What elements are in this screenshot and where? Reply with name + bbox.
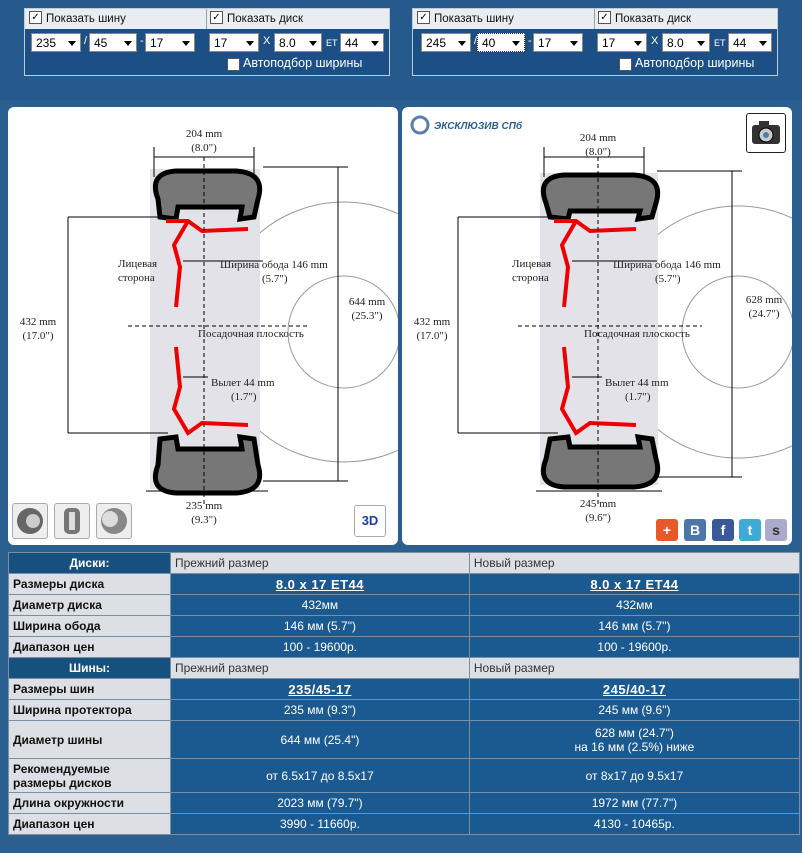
row-label: Диапазон цен bbox=[9, 814, 171, 835]
tire-width-value: 235 bbox=[36, 36, 57, 50]
rim-diam-text: 432 mm bbox=[413, 316, 451, 328]
show-tire-toggle-wrap bbox=[413, 9, 595, 29]
tire-tread-bottom bbox=[543, 437, 657, 487]
tire-width-text: 235 mm bbox=[185, 500, 223, 512]
tire-diameter-select[interactable] bbox=[533, 33, 583, 52]
chevron-down-icon bbox=[512, 41, 520, 46]
new-value: 245 мм (9.6") bbox=[469, 700, 799, 721]
left-size-config bbox=[24, 8, 390, 76]
diameter-diff-note: на 16 мм (2.5%) ниже bbox=[574, 739, 695, 754]
auto-width-checkbox[interactable] bbox=[619, 58, 632, 71]
brand-text: ЭКСКЛЮЗИВ СПб bbox=[434, 121, 523, 132]
plus-icon: + bbox=[662, 522, 672, 538]
old-value: от 6.5x17 до 8.5x17 bbox=[171, 759, 470, 793]
show-disk-toggle-wrap bbox=[594, 9, 776, 29]
tire-profile-select[interactable] bbox=[477, 33, 525, 52]
table-row bbox=[9, 679, 800, 700]
rim-width-in-text: (5.7") bbox=[262, 273, 288, 285]
disk-diameter-value: 17 bbox=[602, 36, 616, 50]
tire-view-icon bbox=[13, 504, 47, 538]
disk-et-value: 44 bbox=[345, 36, 359, 50]
new-size-header: Новый размер bbox=[469, 553, 799, 574]
chevron-down-icon bbox=[68, 41, 76, 46]
row-label: Размеры шин bbox=[9, 679, 171, 700]
show-tire-checkbox[interactable]: ✓ bbox=[29, 11, 42, 24]
rim-diam-in-text: (17.0") bbox=[416, 330, 448, 342]
disks-section-header: Диски: bbox=[9, 553, 171, 574]
row-label: Длина окружности bbox=[9, 793, 171, 814]
chevron-down-icon bbox=[124, 41, 132, 46]
link-icon: s bbox=[772, 522, 780, 538]
old-value: 3990 - 11660р. bbox=[171, 814, 470, 835]
chevron-down-icon bbox=[246, 41, 254, 46]
3d-icon: 3D bbox=[361, 513, 379, 528]
old-disk-size-link[interactable]: 8.0 x 17 ET44 bbox=[275, 576, 365, 592]
tire-diameter-value: 17 bbox=[538, 36, 552, 50]
chevron-down-icon bbox=[697, 41, 705, 46]
tire-width-in-text: (9.6") bbox=[585, 512, 611, 524]
tire-diam-in-text: (25.3") bbox=[351, 310, 383, 322]
row-label: Размеры диска bbox=[9, 574, 171, 595]
tire-width-value: 245 bbox=[426, 36, 447, 50]
twitter-icon: t bbox=[747, 522, 753, 538]
offset-in-text: (1.7") bbox=[625, 391, 651, 403]
new-value bbox=[469, 679, 799, 700]
chevron-down-icon bbox=[570, 41, 578, 46]
tire-diam-text: 628 mm bbox=[745, 294, 783, 306]
disk-diameter-select[interactable] bbox=[597, 33, 647, 52]
share-twitter-button[interactable] bbox=[739, 519, 761, 541]
row-label: Ширина обода bbox=[9, 616, 171, 637]
rim-diam-text: 432 mm bbox=[19, 316, 57, 328]
tire-tread-top bbox=[543, 175, 657, 219]
rim-width-in-text: (5.7") bbox=[655, 273, 681, 285]
new-tire-size-link[interactable]: 245/40-17 bbox=[602, 681, 666, 697]
share-facebook-button[interactable] bbox=[712, 519, 734, 541]
config-header bbox=[413, 9, 777, 29]
rim-diam-in-text: (17.0") bbox=[22, 330, 54, 342]
chevron-down-icon bbox=[182, 41, 190, 46]
auto-width-checkbox[interactable] bbox=[227, 58, 240, 71]
auto-width-label: Автоподбор ширины bbox=[243, 56, 363, 70]
old-size-header: Прежний размер bbox=[171, 553, 470, 574]
chevron-down-icon bbox=[458, 41, 466, 46]
row-label: Рекомендуемые размеры дисков bbox=[9, 759, 171, 793]
screenshot-button[interactable] bbox=[746, 113, 786, 153]
new-disk-size-link[interactable]: 8.0 x 17 ET44 bbox=[590, 576, 679, 592]
new-value: 432мм bbox=[469, 595, 799, 616]
side-view-icon bbox=[97, 504, 131, 538]
old-value: 235 мм (9.3") bbox=[171, 700, 470, 721]
share-other-button[interactable] bbox=[765, 519, 787, 541]
disk-diameter-value: 17 bbox=[214, 36, 228, 50]
tire-diameter-value: 17 bbox=[150, 36, 164, 50]
disk-diameter-select[interactable] bbox=[209, 33, 259, 52]
disk-et-value: 44 bbox=[733, 36, 747, 50]
new-value: от 8x17 до 9.5x17 bbox=[469, 759, 799, 793]
wheel-profile-drawing bbox=[402, 107, 792, 545]
row-label: Ширина протектора bbox=[9, 700, 171, 721]
offset-text: Вылет 44 mm bbox=[605, 377, 669, 389]
facebook-icon: f bbox=[720, 522, 726, 538]
chevron-down-icon bbox=[371, 41, 379, 46]
old-value: 146 мм (5.7") bbox=[171, 616, 470, 637]
old-tire-size-link[interactable]: 235/45-17 bbox=[288, 681, 352, 697]
old-value bbox=[171, 574, 470, 595]
face-side-text: Лицевая bbox=[512, 258, 552, 270]
disk-et-select[interactable] bbox=[728, 33, 772, 52]
old-value bbox=[171, 679, 470, 700]
old-value: 2023 мм (79.7") bbox=[171, 793, 470, 814]
wheel-profile-drawing bbox=[8, 107, 398, 545]
old-value: 432мм bbox=[171, 595, 470, 616]
top-width-text: 204 mm bbox=[185, 128, 223, 140]
tire-profile-select[interactable] bbox=[89, 33, 137, 52]
disk-width-value: 8.0 bbox=[667, 36, 684, 50]
show-disk-checkbox[interactable]: ✓ bbox=[210, 11, 223, 24]
table-row bbox=[9, 553, 800, 574]
rim-outline-circle bbox=[682, 276, 792, 388]
mount-plane-text: Посадочная плоскость bbox=[584, 328, 690, 340]
disk-width-select[interactable] bbox=[662, 33, 710, 52]
show-disk-toggle-wrap bbox=[206, 9, 388, 29]
profile-view-button[interactable] bbox=[54, 503, 90, 539]
row-label: Диапазон цен bbox=[9, 637, 171, 658]
tire-diam-text: 644 mm bbox=[348, 296, 386, 308]
offset-text: Вылет 44 mm bbox=[211, 377, 275, 389]
show-tire-checkbox[interactable]: ✓ bbox=[417, 11, 430, 24]
table-row bbox=[9, 574, 800, 595]
show-tire-toggle-wrap bbox=[25, 9, 207, 29]
tire-profile-value: 40 bbox=[482, 36, 496, 50]
tire-profile-value: 45 bbox=[94, 36, 108, 50]
profile-view-icon bbox=[55, 504, 89, 538]
tire-width-text: 245 mm bbox=[579, 498, 617, 510]
old-value: 100 - 19600р. bbox=[171, 637, 470, 658]
disk-et-select[interactable] bbox=[340, 33, 384, 52]
new-value bbox=[469, 721, 799, 759]
right-wheel-diagram bbox=[402, 107, 792, 545]
show-tire-label: Показать шину bbox=[434, 13, 514, 25]
face-side-text: сторона bbox=[512, 272, 549, 284]
new-value: 100 - 19600р. bbox=[469, 637, 799, 658]
chevron-down-icon bbox=[309, 41, 317, 46]
top-width-in-text: (8.0") bbox=[585, 146, 611, 158]
right-size-config bbox=[412, 8, 778, 76]
separator: / bbox=[84, 35, 88, 47]
old-value: 644 мм (25.4") bbox=[171, 721, 470, 759]
separator: - bbox=[528, 35, 532, 47]
show-disk-checkbox[interactable]: ✓ bbox=[598, 11, 611, 24]
new-value: 1972 мм (77.7") bbox=[469, 793, 799, 814]
mount-plane-text: Посадочная плоскость bbox=[198, 328, 304, 340]
new-size-header: Новый размер bbox=[469, 658, 799, 679]
share-plus-button[interactable] bbox=[656, 519, 678, 541]
table-row bbox=[9, 595, 800, 616]
rim-width-text: Ширина обода 146 mm bbox=[613, 259, 721, 271]
new-value: 4130 - 10465р. bbox=[469, 814, 799, 835]
separator: - bbox=[140, 35, 144, 47]
config-header bbox=[25, 9, 389, 29]
table-row bbox=[9, 793, 800, 814]
separator: X bbox=[263, 35, 271, 47]
top-width-in-text: (8.0") bbox=[191, 142, 217, 154]
auto-width-label: Автоподбор ширины bbox=[635, 56, 755, 70]
new-value bbox=[469, 574, 799, 595]
rim-outline-circle bbox=[288, 276, 398, 388]
table-row bbox=[9, 658, 800, 679]
show-tire-label: Показать шину bbox=[46, 13, 126, 25]
table-row bbox=[9, 814, 800, 835]
vk-icon: B bbox=[689, 522, 701, 538]
separator: / bbox=[474, 35, 478, 47]
tire-diameter-select[interactable] bbox=[145, 33, 195, 52]
face-side-text: сторона bbox=[118, 272, 155, 284]
chevron-down-icon bbox=[634, 41, 642, 46]
et-label: ET bbox=[714, 38, 726, 48]
show-disk-label: Показать диск bbox=[615, 13, 691, 25]
tire-width-in-text: (9.3") bbox=[191, 514, 217, 526]
table-row bbox=[9, 637, 800, 658]
row-label: Диаметр шины bbox=[9, 721, 171, 759]
top-width-text: 204 mm bbox=[579, 132, 617, 144]
side-view-button[interactable] bbox=[96, 503, 132, 539]
table-row bbox=[9, 700, 800, 721]
comparison-table bbox=[8, 552, 800, 835]
camera-icon bbox=[747, 114, 785, 152]
table-row bbox=[9, 721, 800, 759]
tires-section-header: Шины: bbox=[9, 658, 171, 679]
separator: X bbox=[651, 35, 659, 47]
disk-width-select[interactable] bbox=[274, 33, 322, 52]
table-row bbox=[9, 616, 800, 637]
3d-view-button[interactable] bbox=[354, 505, 386, 537]
et-label: ET bbox=[326, 38, 338, 48]
old-size-header: Прежний размер bbox=[171, 658, 470, 679]
offset-in-text: (1.7") bbox=[231, 391, 257, 403]
face-side-text: Лицевая bbox=[118, 258, 158, 270]
tire-width-select[interactable] bbox=[31, 33, 81, 52]
left-wheel-diagram bbox=[8, 107, 398, 545]
tire-width-select[interactable] bbox=[421, 33, 471, 52]
share-vk-button[interactable] bbox=[684, 519, 706, 541]
show-disk-label: Показать диск bbox=[227, 13, 303, 25]
row-label: Диаметр диска bbox=[9, 595, 171, 616]
table-row bbox=[9, 759, 800, 793]
tire-view-button[interactable] bbox=[12, 503, 48, 539]
chevron-down-icon bbox=[759, 41, 767, 46]
new-diameter: 628 мм (24.7") bbox=[595, 725, 674, 740]
brand-logo bbox=[412, 117, 523, 133]
tire-diam-in-text: (24.7") bbox=[748, 308, 780, 320]
disk-width-value: 8.0 bbox=[279, 36, 296, 50]
rim-width-text: Ширина обода 146 mm bbox=[220, 259, 328, 271]
new-value: 146 мм (5.7") bbox=[469, 616, 799, 637]
